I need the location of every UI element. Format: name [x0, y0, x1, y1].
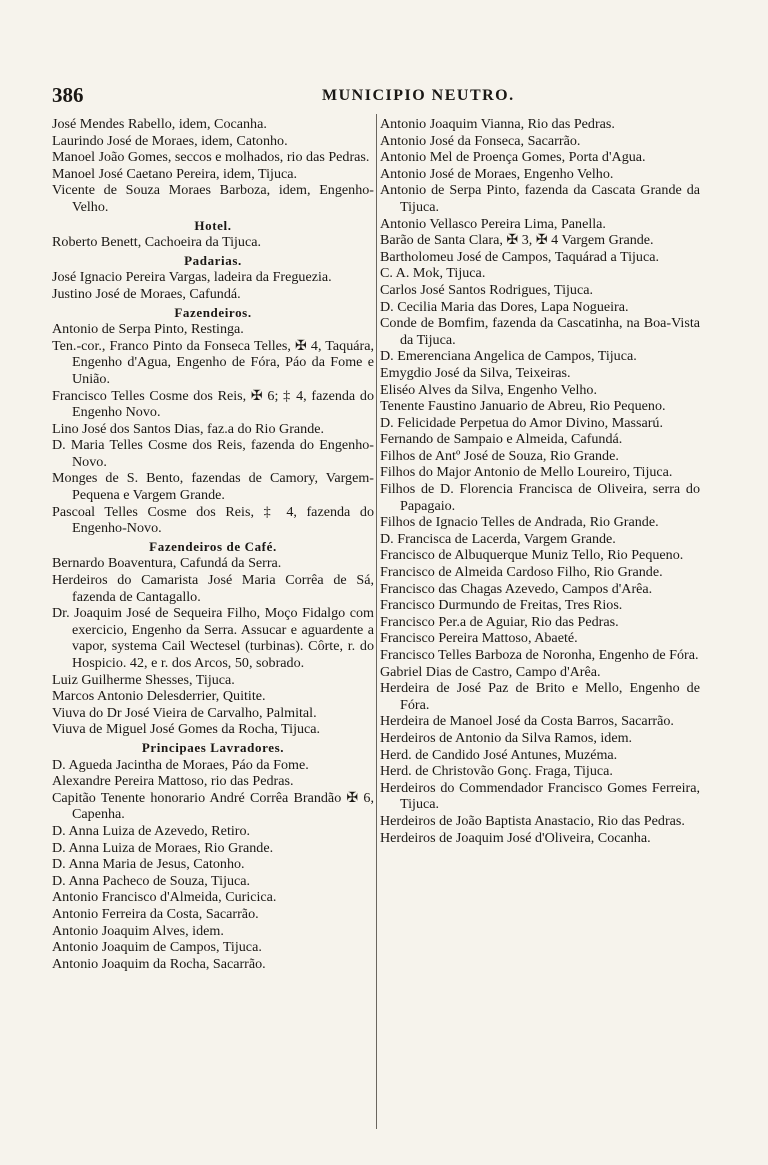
directory-entry: Carlos José Santos Rodrigues, Tijuca. [380, 281, 593, 298]
section-heading: Fazendeiros. [174, 304, 252, 320]
section-heading: Padarias. [184, 252, 242, 268]
directory-entry: Antonio Joaquim de Campos, Tijuca. [52, 939, 262, 956]
directory-entry: Ten.-cor., Franco Pinto da Fonseca Telles, ✠ 4, Taquára, Engenho d'Agua, Engenho de Fóra, Páo da Fome e União. [52, 337, 374, 387]
directory-entry: Capitão Tenente honorario André Corrêa Brandão ✠ 6, Capenha. [52, 789, 374, 823]
directory-entry: D. Francisca de Lacerda, Vargem Grande. [380, 530, 616, 547]
directory-entry: Gabriel Dias de Castro, Campo d'Arêa. [380, 663, 601, 680]
directory-entry: Fernando de Sampaio e Almeida, Cafundá. [380, 431, 623, 448]
directory-entry: Antonio Vellasco Pereira Lima, Panella. [380, 215, 606, 232]
section-heading: Fazendeiros de Café. [149, 538, 277, 554]
directory-entry: C. A. Mok, Tijuca. [380, 265, 486, 282]
directory-entry: Herdeiros do Camarista José Maria Corrêa de Sá, fazenda de Cantagallo. [52, 572, 374, 605]
directory-entry: Antonio José da Fonseca, Sacarrão. [380, 132, 581, 149]
directory-entry: Antonio Ferreira da Costa, Sacarrão. [52, 905, 259, 922]
directory-entry: Alexandre Pereira Mattoso, rio das Pedras. [52, 773, 294, 790]
directory-entry: Francisco Durmundo de Freitas, Tres Rios. [380, 597, 623, 614]
directory-entry: Pascoal Telles Cosme dos Reis, ‡ 4, fazenda do Engenho-Novo. [52, 503, 374, 537]
directory-entry: Laurindo José de Moraes, idem, Catonho. [52, 132, 288, 149]
right-column [380, 116, 700, 846]
directory-entry: Antonio de Serpa Pinto, fazenda da Cascata Grande da Tijuca. [380, 182, 700, 215]
directory-entry: Lino José dos Santos Dias, faz.a do Rio Grande. [52, 420, 325, 437]
directory-entry: Antonio Mel de Proença Gomes, Porta d'Agua. [380, 149, 646, 166]
directory-entry: Roberto Benett, Cachoeira da Tijuca. [52, 234, 262, 251]
directory-entry: Francisco de Albuquerque Muniz Tello, Rio Pequeno. [380, 547, 684, 564]
directory-entry: Antonio Joaquim da Rocha, Sacarrão. [52, 955, 266, 972]
directory-entry: Antonio Joaquim Alves, idem. [52, 922, 224, 939]
directory-entry: D. Felicidade Perpetua do Amor Divino, Massarú. [380, 414, 663, 431]
directory-entry: D. Anna Luiza de Azevedo, Retiro. [52, 822, 251, 839]
directory-entry: Francisco Telles Cosme dos Reis, ✠ 6; ‡ 4, fazenda do Engenho Novo. [52, 387, 374, 421]
directory-entry: Conde de Bomfim, fazenda da Cascatinha, na Boa-Vista da Tijuca. [380, 315, 700, 348]
directory-entry: Francisco das Chagas Azevedo, Campos d'Arêa. [380, 580, 653, 597]
directory-entry: Vicente de Souza Moraes Barboza, idem, Engenho-Velho. [52, 182, 374, 215]
directory-entry: D. Anna Luiza de Moraes, Rio Grande. [52, 839, 274, 856]
directory-entry: Justino José de Moraes, Cafundá. [52, 285, 241, 302]
directory-entry: Emygdio José da Silva, Teixeiras. [380, 364, 571, 381]
directory-entry: Filhos de D. Florencia Francisca de Oliveira, serra do Papagaio. [380, 481, 700, 514]
directory-entry: D. Cecilia Maria das Dores, Lapa Nogueira. [380, 298, 629, 315]
directory-entry: José Ignacio Pereira Vargas, ladeira da Freguezia. [52, 269, 332, 286]
directory-entry: Herd. de Candido José Antunes, Muzéma. [380, 746, 618, 763]
directory-entry: Manoel João Gomes, seccos e molhados, rio das Pedras. [52, 149, 370, 166]
directory-entry: Herdeira de Manoel José da Costa Barros, Sacarrão. [380, 713, 674, 730]
directory-entry: Filhos de Antº José de Souza, Rio Grande. [380, 447, 619, 464]
directory-entry: Eliséo Alves da Silva, Engenho Velho. [380, 381, 597, 398]
column-divider [376, 114, 377, 1129]
directory-entry: Antonio Francisco d'Almeida, Curicica. [52, 889, 277, 906]
directory-entry: Filhos do Major Antonio de Mello Loureiro, Tijuca. [380, 464, 673, 481]
directory-entry: Bartholomeu José de Campos, Taquárad a Tijuca. [380, 248, 660, 265]
directory-entry: Manoel José Caetano Pereira, idem, Tijuca. [52, 165, 298, 182]
directory-entry: Herdeira de José Paz de Brito e Mello, Engenho de Fóra. [380, 680, 700, 713]
directory-entry: Barão de Santa Clara, ✠ 3, ✠ 4 Vargem Grande. [380, 232, 654, 249]
directory-entry: Francisco Per.a de Aguiar, Rio das Pedras. [380, 613, 619, 630]
directory-entry: Francisco Pereira Mattoso, Abaeté. [380, 630, 578, 647]
directory-entry: Herdeiros do Commendador Francisco Gomes Ferreira, Tijuca. [380, 779, 700, 813]
directory-entry: D. Anna Pacheco de Souza, Tijuca. [52, 872, 251, 889]
directory-entry: Viuva de Miguel José Gomes da Rocha, Tijuca. [52, 721, 321, 738]
directory-entry: Filhos de Ignacio Telles de Andrada, Rio Grande. [380, 514, 659, 531]
running-title: MUNICIPIO NEUTRO. [322, 87, 515, 104]
directory-entry: D. Emerenciana Angelica de Campos, Tijuca. [380, 348, 637, 365]
directory-entry: Monges de S. Bento, fazendas de Camory, Vargem-Pequena e Vargem Grande. [52, 470, 374, 504]
page-number: 386 [52, 83, 84, 107]
page-header [52, 83, 702, 111]
directory-entry: Viuva do Dr José Vieira de Carvalho, Palmital. [52, 704, 317, 721]
directory-entry: Antonio José de Moraes, Engenho Velho. [380, 165, 614, 182]
directory-entry: Herdeiros de Joaquim José d'Oliveira, Cocanha. [380, 829, 651, 846]
directory-entry: D. Agueda Jacintha de Moraes, Páo da Fome. [52, 756, 309, 773]
directory-entry: D. Anna Maria de Jesus, Catonho. [52, 856, 245, 873]
section-heading: Hotel. [194, 217, 232, 233]
directory-entry: Herdeiros de Antonio da Silva Ramos, idem. [380, 729, 633, 746]
directory-entry: Herd. de Christovão Gonç. Fraga, Tijuca. [380, 763, 613, 780]
directory-entry: Marcos Antonio Delesderrier, Quitite. [52, 688, 266, 705]
directory-entry: José Mendes Rabello, idem, Cocanha. [52, 116, 267, 132]
directory-entry: Luiz Guilherme Shesses, Tijuca. [52, 671, 235, 688]
directory-entry: Bernardo Boaventura, Cafundá da Serra. [52, 555, 282, 572]
directory-entry: Antonio Joaquim Vianna, Rio das Pedras. [380, 116, 615, 132]
directory-entry: Dr. Joaquim José de Sequeira Filho, Moço Fidalgo com exercicio, Engenho da Serra. Assucar e aguardente a vapor, systema Cail Wectesel (turbinas). Côrte, r. do Hospicio. 42, e r. dos Arcos, 50, sobrado. [52, 605, 374, 671]
left-column [52, 116, 374, 972]
directory-entry: Francisco de Almeida Cardoso Filho, Rio Grande. [380, 564, 663, 581]
section-heading: Principaes Lavradores. [141, 739, 285, 755]
directory-entry: Herdeiros de João Baptista Anastacio, Rio das Pedras. [380, 812, 685, 829]
directory-entry: D. Maria Telles Cosme dos Reis, fazenda do Engenho-Novo. [52, 437, 374, 470]
directory-entry: Tenente Faustino Januario de Abreu, Rio Pequeno. [380, 398, 666, 415]
directory-entry: Antonio de Serpa Pinto, Restinga. [52, 321, 244, 338]
directory-entry: Francisco Telles Barboza de Noronha, Engenho de Fóra. [380, 647, 699, 663]
